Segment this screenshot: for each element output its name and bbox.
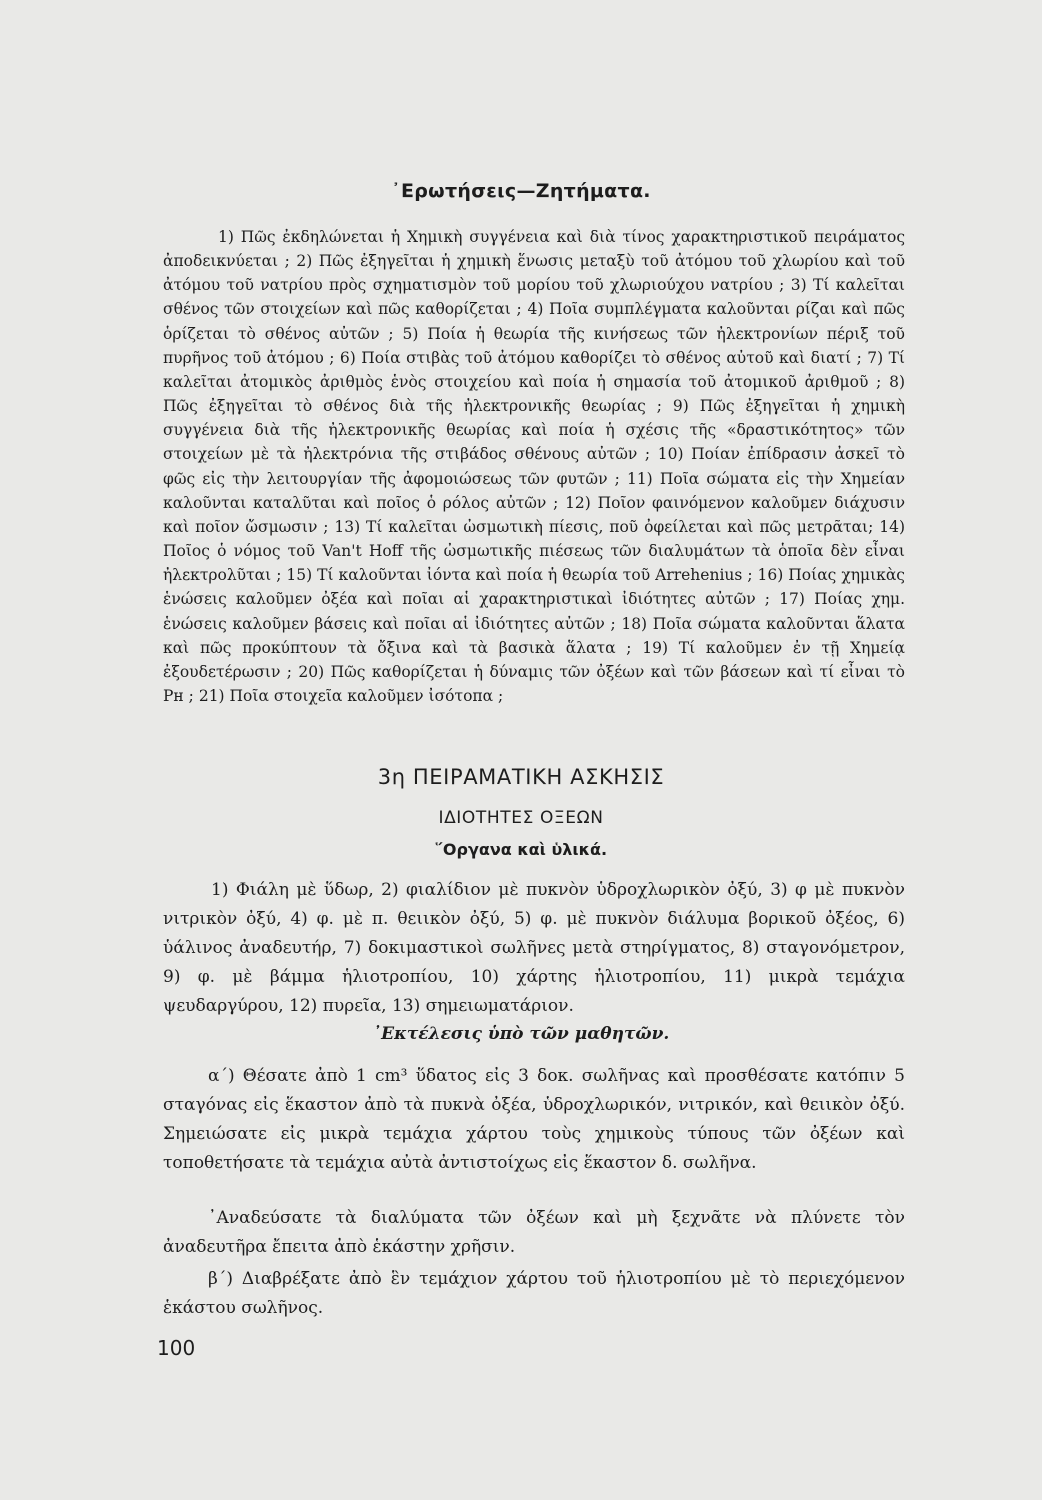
questions-paragraph: 1) Πῶς ἐκδηλώνεται ἡ Χημικὴ συγγένεια καὶ διὰ τίνος χαρακτηριστικοῦ πειράματος ἀποδεικνύεται ; 2) Πῶς ἐξηγεῖται ἡ χημικὴ ἕνωσις μεταξὺ τοῦ ἀτόμου τοῦ χλωρίου καὶ τοῦ ἀτόμου τοῦ νατρίου πρὸς σχηματισμὸν τοῦ μορίου τοῦ χλωριούχου νατρίου ; 3) Τί καλεῖται σθένος τῶν στοιχείων καὶ πῶς καθορίζεται ; 4) Ποῖα συμπλέγματα καλοῦνται ρίζαι καὶ πῶς ὁρίζεται τὸ σθένος αὐτῶν ; 5) Ποία ἡ θεωρία τῆς κινήσεως τῶν ἠλεκτρονίων πέριξ τοῦ πυρῆνος τοῦ ἀτόμου ; 6) Ποία στιβὰς τοῦ ἀτόμου καθορίζει τὸ σθένος αὐτοῦ καὶ διατί ; 7) Τί καλεῖται ἀτομικὸς ἀριθμὸς ἑνὸς στοιχείου καὶ ποία ἡ σημασία τοῦ ἀτομικοῦ ἀριθμοῦ ; 8) Πῶς ἐξηγεῖται τὸ σθένος διὰ τῆς ἠλεκτρονικῆς θεωρίας ; 9) Πῶς ἐξηγεῖται ἡ χημικὴ συγγένεια διὰ τῆς ἠλεκτρονικῆς θεωρίας καὶ ποία ἡ σχέσις τῆς «δραστικότητος» τῶν στοιχείων μὲ τὰ ἠλεκτρόνια τῆς στιβάδος σθένους αὐτῶν ; 10) Ποίαν ἐπίδρασιν ἀσκεῖ τὸ φῶς εἰς τὴν λειτουργίαν τῆς ἀφομοιώσεως τῶν φυτῶν ; 11) Ποῖα σώματα εἰς τὴν Χημείαν καλοῦνται καταλῦται καὶ ποῖος ὁ ρόλος αὐτῶν ; 12) Ποῖον φαινόμενον καλοῦμεν διάχυσιν καὶ ποῖον ὤσμωσιν ; 13) Τί καλεῖται ὠσμωτικὴ πίεσις, ποῦ ὀφείλεται καὶ πῶς μετρᾶται; 14) Ποῖος ὁ νόμος τοῦ Van't Hoff τῆς ὠσμωτικῆς πιέσεως τῶν διαλυμάτων τὰ ὁποῖα δὲν εἶναι ἠλεκτρολῦται ; 15) Τί καλοῦνται ἰόντα καὶ ποία ἡ θεωρία τοῦ Arrehenius ; 16) Ποίας χημικὰς ἑνώσεις καλοῦμεν ὀξέα καὶ ποῖαι αἱ χαρακτηριστικαὶ ἰδιότητες αὐτῶν ; 17) Ποίας χημ. ἑνώσεις καλοῦμεν βάσεις καὶ ποῖαι αἱ ἰδιότητες αὐτῶν ; 18) Ποῖα σώματα καλοῦνται ἅλατα καὶ πῶς προκύπτουν τὰ ὄξινα καὶ τὰ βασικὰ ἅλατα ; 19) Τί καλοῦμεν ἐν τῇ Χημείᾳ ἐξουδετέρωσιν ; 20) Πῶς καθορίζεται ἡ δύναμις τῶν ὀξέων καὶ τῶν βάσεων καὶ τί εἶναι τὸ Pн ; 21) Ποῖα στοιχεῖα καλοῦμεν ἰσότοπα ; [163,228,905,705]
exercise-subtitle: ΙΔΙΟΤΗΤΕΣ ΟΞΕΩΝ [438,808,604,828]
materials-heading: ῞Οργανα καὶ ὑλικά. [434,840,608,859]
step-b-paragraph: β΄) Διαβρέξατε ἀπὸ ἓν τεμάχιον χάρτου τοῦ ἡλιοτροπίου μὲ τὸ περιεχόμενον ἑκάστου σωλῆνος. [163,1269,905,1318]
materials-paragraph: 1) Φιάλη μὲ ὕδωρ, 2) φιαλίδιον μὲ πυκνὸν ὑδροχλωρικὸν ὀξύ, 3) φ μὲ πυκνὸν νιτρικὸν ὀξύ, 4) φ. μὲ π. θειικὸν ὀξύ, 5) φ. μὲ πυκνὸν διάλυμα βορικοῦ ὀξέος, 6) ὑάλινος ἀναδευτήρ, 7) δοκιμαστικοὶ σωλῆνες μετὰ στηρίγματος, 8) σταγονόμετρον, 9) φ. μὲ βάμμα ἡλιοτροπίου, 10) χάρτης ἡλιοτροπίου, 11) μικρὰ τεμάχια ψευδαργύρου, 12) πυρεῖα, 13) σημειωματάριον. [163,880,905,1016]
page-number: 100 [157,1336,196,1360]
execution-heading: ᾿Εκτέλεσις ὑπὸ τῶν μαθητῶν. [372,1024,670,1044]
exercise-title: 3η ΠΕΙΡΑΜΑΤΙΚΗ ΑΣΚΗΣΙΣ [377,765,665,789]
questions-heading: ᾿Ερωτήσεις—Ζητήματα. [391,180,651,202]
step-a-paragraph: α΄) Θέσατε ἀπὸ 1 cm³ ὕδατος εἰς 3 δοκ. σωλῆνας καὶ προσθέσατε κατόπιν 5 σταγόνας εἰς ἕκαστον ἀπὸ τὰ πυκνὰ ὀξέα, ὑδροχλωρικόν, νιτρικόν, καὶ θειικὸν ὀξύ. Σημειώσατε εἰς μικρὰ τεμάχια χάρτου τοὺς χημικοὺς τύπους τῶν ὀξέων καὶ τοποθετήσατε τὰ τεμάχια αὐτὰ ἀντιστοίχως εἰς ἕκαστον δ. σωλῆνα. [163,1066,905,1173]
rinse-paragraph: ᾿Αναδεύσατε τὰ διαλύματα τῶν ὀξέων καὶ μὴ ξεχνᾶτε νὰ πλύνετε τὸν ἀναδευτῆρα ἔπειτα ἀπὸ ἑκάστην χρῆσιν. [163,1208,905,1257]
